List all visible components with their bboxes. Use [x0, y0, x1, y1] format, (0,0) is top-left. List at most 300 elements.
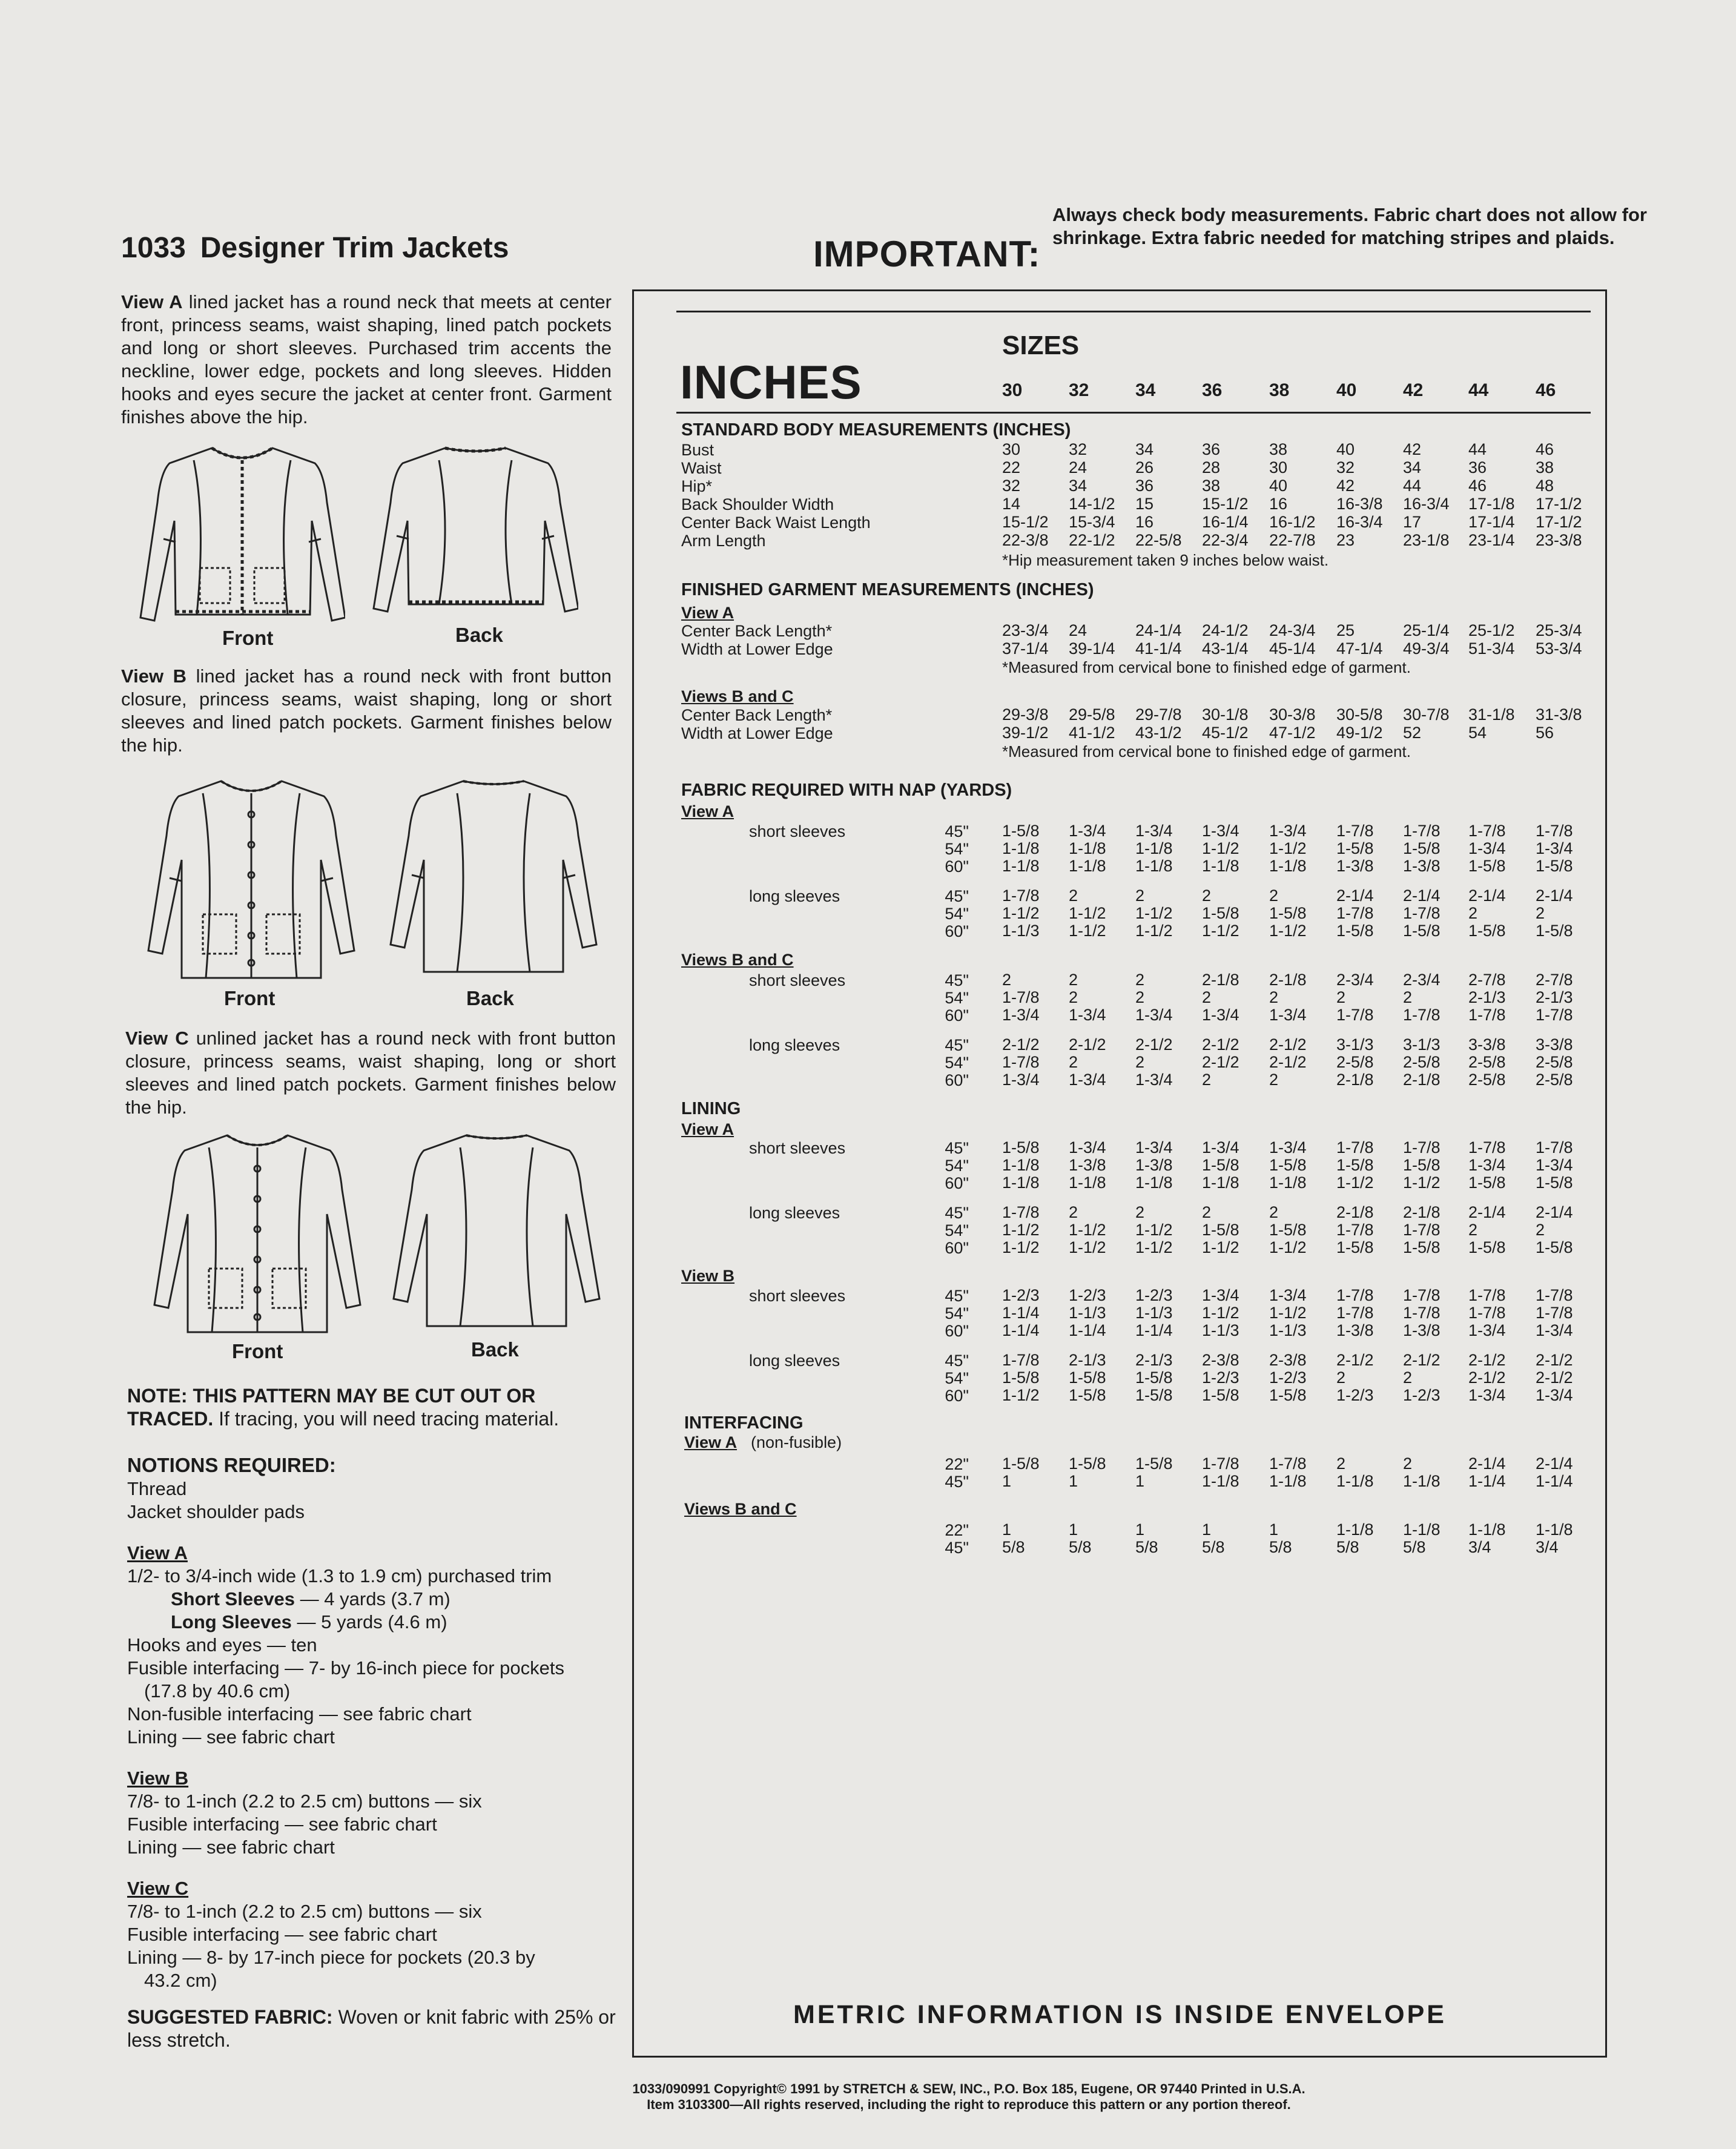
- table-cell: 23: [1336, 531, 1355, 549]
- suggested-fabric-text: Woven or knit fabric with 25% or less stretch.: [127, 2006, 616, 2051]
- table-cell: 41-1/4: [1135, 639, 1182, 658]
- table-cell: 1-5/8: [1069, 1386, 1106, 1404]
- short-sleeves-label: Short Sleeves: [171, 1588, 295, 1609]
- table-cell: 1-7/8: [1536, 1286, 1573, 1304]
- table-cell: 2: [1403, 1454, 1413, 1473]
- notions-view-c-line: Lining — 8- by 17-inch piece for pockets (20.3 by: [127, 1947, 535, 1968]
- table-cell: 1-1/8: [1269, 1472, 1307, 1490]
- table-cell: 14-1/2: [1069, 495, 1115, 513]
- table-cell: 53-3/4: [1536, 639, 1582, 658]
- view-b-back-sketch: [388, 769, 599, 981]
- table-cell: 1-7/8: [1536, 1138, 1573, 1157]
- table-cell: 29-3/8: [1002, 705, 1049, 724]
- table-cell: 1-3/4: [1002, 1006, 1040, 1024]
- row-label: Center Back Waist Length: [681, 513, 871, 532]
- suggested-fabric-label: SUGGESTED FABRIC:: [127, 2006, 333, 2028]
- table-cell: 31-1/8: [1468, 705, 1515, 724]
- footnote: *Measured from cervical bone to finished edge of garment.: [1002, 658, 1411, 676]
- table-cell: 1-7/8: [1468, 1286, 1506, 1304]
- table-cell: 1-7/8: [1002, 1351, 1040, 1369]
- table-cell: 1-7/8: [1403, 1221, 1441, 1239]
- row-label: Center Back Length*: [681, 622, 833, 640]
- fabric-width: 60": [945, 1071, 969, 1089]
- view-c-text: unlined jacket has a round neck with front button closure, princess seams, waist shaping, long or short sleeves and lined patch pockets. Garment finishes below the hip.: [125, 1028, 616, 1118]
- table-cell: 2-1/2: [1002, 1035, 1040, 1054]
- table-cell: 1-7/8: [1468, 822, 1506, 840]
- table-cell: 17-1/2: [1536, 495, 1582, 513]
- table-cell: 1-1/2: [1135, 1238, 1173, 1256]
- table-cell: 1-1/2: [1002, 904, 1040, 922]
- table-cell: 1-1/4: [1002, 1321, 1040, 1339]
- fabric-width: 45": [945, 1352, 969, 1370]
- table-cell: 1-1/2: [1069, 1238, 1106, 1256]
- table-cell: 2: [1336, 1368, 1346, 1387]
- table-cell: 16: [1135, 513, 1154, 531]
- table-cell: 42: [1403, 440, 1422, 458]
- sizes-label: SIZES: [1002, 331, 1080, 360]
- table-cell: 30-1/8: [1202, 705, 1249, 724]
- section-title: FABRIC REQUIRED WITH NAP (YARDS): [681, 781, 1012, 800]
- table-cell: 1-1/8: [1135, 857, 1173, 875]
- fabric-width: 60": [945, 922, 969, 940]
- row-label: Arm Length: [681, 532, 766, 550]
- table-cell: 2-1/2: [1536, 1351, 1573, 1369]
- table-cell: 2-5/8: [1468, 1053, 1506, 1071]
- table-cell: 36: [1135, 477, 1154, 495]
- table-cell: 1-3/4: [1135, 1006, 1173, 1024]
- table-cell: 15-1/2: [1002, 513, 1049, 531]
- table-cell: 46: [1536, 440, 1554, 458]
- table-cell: 2-1/2: [1202, 1035, 1239, 1054]
- notions-view-a-line: (17.8 by 40.6 cm): [144, 1680, 291, 1702]
- table-cell: 1-1/8: [1135, 839, 1173, 857]
- table-cell: 38: [1269, 440, 1288, 458]
- table-cell: 41-1/2: [1069, 724, 1115, 742]
- sleeve-label: long sleeves: [749, 1036, 840, 1054]
- table-cell: 32: [1336, 458, 1355, 477]
- table-cell: 1-5/8: [1403, 1156, 1441, 1174]
- table-cell: 1-7/8: [1002, 1053, 1040, 1071]
- table-cell: 2-1/2: [1269, 1053, 1307, 1071]
- table-cell: 23-1/8: [1403, 531, 1450, 549]
- table-cell: 40: [1269, 477, 1288, 495]
- table-cell: 25: [1336, 621, 1355, 639]
- table-cell: 2: [1269, 886, 1279, 905]
- table-cell: 1-3/4: [1135, 822, 1173, 840]
- table-cell: 5/8: [1002, 1538, 1025, 1556]
- table-cell: 1-2/3: [1202, 1368, 1239, 1387]
- table-cell: 1-5/8: [1269, 1386, 1307, 1404]
- table-cell: 24-1/2: [1202, 621, 1249, 639]
- table-cell: 1-5/8: [1002, 1138, 1040, 1157]
- table-cell: 2: [1202, 886, 1212, 905]
- table-cell: 2: [1269, 1071, 1279, 1089]
- table-cell: 1-3/8: [1403, 857, 1441, 875]
- notions-view-c-line: 43.2 cm): [144, 1970, 217, 1991]
- table-cell: 22-7/8: [1269, 531, 1316, 549]
- sleeve-label: short sleeves: [749, 971, 846, 989]
- table-cell: 2: [1002, 971, 1012, 989]
- table-cell: 15-1/2: [1202, 495, 1249, 513]
- table-cell: 1-1/8: [1336, 1472, 1374, 1490]
- table-cell: 2-1/2: [1135, 1035, 1173, 1054]
- size-header: 42: [1403, 380, 1424, 400]
- table-cell: 22-3/8: [1002, 531, 1049, 549]
- table-cell: 1-1/3: [1069, 1304, 1106, 1322]
- chart-rule: [676, 412, 1591, 414]
- table-cell: 1-3/4: [1468, 1321, 1506, 1339]
- table-cell: 26: [1135, 458, 1154, 477]
- table-cell: 24-1/4: [1135, 621, 1182, 639]
- table-cell: 1-3/4: [1468, 1156, 1506, 1174]
- size-header: 34: [1135, 380, 1156, 400]
- table-cell: 37-1/4: [1002, 639, 1049, 658]
- table-cell: 1-5/8: [1403, 922, 1441, 940]
- table-cell: 1-3/4: [1069, 1006, 1106, 1024]
- view-c-back-sketch: [391, 1123, 602, 1335]
- table-cell: 39-1/2: [1002, 724, 1049, 742]
- table-cell: 1-1/4: [1536, 1472, 1573, 1490]
- table-cell: 16-1/4: [1202, 513, 1249, 531]
- table-cell: 1-5/8: [1202, 1156, 1239, 1174]
- fabric-width: 45": [945, 1287, 969, 1305]
- table-cell: 5/8: [1069, 1538, 1092, 1556]
- table-cell: 38: [1536, 458, 1554, 477]
- fabric-width: 54": [945, 1157, 969, 1175]
- table-cell: 2-1/2: [1336, 1351, 1374, 1369]
- fabric-width: 54": [945, 1054, 969, 1072]
- table-cell: 39-1/4: [1069, 639, 1115, 658]
- chart-rule: [676, 311, 1591, 312]
- table-cell: 2-1/4: [1336, 886, 1374, 905]
- table-cell: 1-3/8: [1403, 1321, 1441, 1339]
- table-cell: 1-1/2: [1135, 922, 1173, 940]
- table-cell: 5/8: [1403, 1538, 1426, 1556]
- table-cell: 1-1/8: [1002, 1174, 1040, 1192]
- table-cell: 2: [1269, 988, 1279, 1006]
- table-cell: 1-5/8: [1403, 839, 1441, 857]
- view-b-description: [121, 665, 612, 757]
- table-cell: 32: [1069, 440, 1087, 458]
- table-cell: 2-1/3: [1069, 1351, 1106, 1369]
- row-label: Hip*: [681, 477, 713, 495]
- table-cell: 1-1/8: [1202, 1174, 1239, 1192]
- table-cell: 1-1/2: [1002, 1386, 1040, 1404]
- table-cell: 5/8: [1336, 1538, 1359, 1556]
- view-c-description: [125, 1027, 616, 1119]
- table-cell: 1: [1069, 1520, 1078, 1539]
- table-cell: 16-1/2: [1269, 513, 1316, 531]
- subsection-label: View A: [681, 802, 734, 820]
- table-cell: 2: [1468, 904, 1478, 922]
- subsection-label: View A: [684, 1433, 738, 1451]
- notions-view-a-label: View A: [127, 1542, 188, 1563]
- sleeve-label: long sleeves: [749, 887, 840, 905]
- table-cell: 3-3/8: [1536, 1035, 1573, 1054]
- table-cell: 1-7/8: [1336, 1304, 1374, 1322]
- table-cell: 1-1/8: [1002, 839, 1040, 857]
- table-cell: 1-3/4: [1536, 839, 1573, 857]
- table-cell: 2: [1336, 988, 1346, 1006]
- view-b-front-caption: Front: [224, 987, 276, 1009]
- table-cell: 2-1/2: [1468, 1351, 1506, 1369]
- table-cell: 2-1/4: [1536, 1454, 1573, 1473]
- table-cell: 16-3/4: [1403, 495, 1450, 513]
- table-cell: 1-1/2: [1069, 904, 1106, 922]
- table-cell: 34: [1403, 458, 1422, 477]
- pattern-number: 1033: [121, 232, 186, 264]
- table-cell: 1-5/8: [1135, 1368, 1173, 1387]
- table-cell: 2: [1269, 1203, 1279, 1221]
- sleeve-label: short sleeves: [749, 1139, 846, 1157]
- row-label: Center Back Length*: [681, 706, 833, 724]
- table-cell: 1-7/8: [1002, 886, 1040, 905]
- sleeve-label: short sleeves: [749, 822, 846, 840]
- table-cell: 2-1/8: [1403, 1203, 1441, 1221]
- table-cell: 1-1/8: [1468, 1520, 1506, 1539]
- table-cell: 1-1/3: [1202, 1321, 1239, 1339]
- table-cell: 1-3/4: [1536, 1321, 1573, 1339]
- table-cell: 25-3/4: [1536, 621, 1582, 639]
- table-cell: 30-7/8: [1403, 705, 1450, 724]
- table-cell: 30: [1269, 458, 1288, 477]
- table-cell: 1-1/8: [1002, 1156, 1040, 1174]
- table-cell: 2: [1135, 988, 1145, 1006]
- table-cell: 2-1/2: [1403, 1351, 1441, 1369]
- table-cell: 1-1/8: [1536, 1520, 1573, 1539]
- table-cell: 1-2/3: [1403, 1386, 1441, 1404]
- fabric-width: 60": [945, 1387, 969, 1405]
- table-cell: 1-1/2: [1135, 904, 1173, 922]
- fabric-width: 54": [945, 905, 969, 923]
- table-cell: 2: [1536, 1221, 1545, 1239]
- table-cell: 30: [1002, 440, 1021, 458]
- table-cell: 23-3/8: [1536, 531, 1582, 549]
- footer-line: Item 3103300—All rights reserved, including the right to reproduce this pattern or any portion thereof.: [647, 2097, 1291, 2112]
- table-cell: 2: [1202, 988, 1212, 1006]
- table-cell: 1-1/8: [1069, 1174, 1106, 1192]
- table-cell: 1-3/4: [1002, 1071, 1040, 1089]
- table-cell: 30-3/8: [1269, 705, 1316, 724]
- view-c-front-caption: Front: [232, 1340, 283, 1362]
- table-cell: 16: [1269, 495, 1288, 513]
- view-c-back-caption: Back: [471, 1338, 519, 1361]
- table-cell: 1-7/8: [1468, 1138, 1506, 1157]
- table-cell: 32: [1002, 477, 1021, 495]
- table-cell: 2: [1069, 1203, 1078, 1221]
- fabric-width: 54": [945, 840, 969, 858]
- footnote: *Measured from cervical bone to finished edge of garment.: [1002, 742, 1411, 761]
- notions-view-a-line: Hooks and eyes — ten: [127, 1634, 317, 1655]
- table-cell: 17-1/8: [1468, 495, 1515, 513]
- table-cell: 1-5/8: [1536, 922, 1573, 940]
- table-cell: 2: [1202, 1071, 1212, 1089]
- notions-view-b-line: Lining — see fabric chart: [127, 1837, 335, 1858]
- table-cell: 16-3/4: [1336, 513, 1383, 531]
- table-cell: 30-5/8: [1336, 705, 1383, 724]
- table-cell: 1: [1269, 1520, 1279, 1539]
- notions-view-b-line: 7/8- to 1-inch (2.2 to 2.5 cm) buttons — six: [127, 1791, 482, 1812]
- table-cell: 2-1/3: [1536, 988, 1573, 1006]
- subsection-label: View B: [681, 1267, 735, 1285]
- table-cell: 1-5/8: [1002, 1454, 1040, 1473]
- table-cell: 1: [1135, 1520, 1145, 1539]
- table-cell: 1: [1002, 1520, 1012, 1539]
- table-cell: 38: [1202, 477, 1221, 495]
- table-cell: 2: [1069, 886, 1078, 905]
- size-header: 38: [1269, 380, 1290, 400]
- table-cell: 1-7/8: [1536, 1304, 1573, 1322]
- long-sleeves-value: — 5 yards (4.6 m): [297, 1611, 447, 1632]
- table-cell: 1-1/8: [1135, 1174, 1173, 1192]
- subsection-label: Views B and C: [681, 687, 794, 705]
- fabric-width: 60": [945, 1006, 969, 1025]
- table-cell: 1: [1069, 1472, 1078, 1490]
- fabric-width: 22": [945, 1455, 969, 1473]
- table-cell: 1-1/8: [1202, 857, 1239, 875]
- table-cell: 1-5/8: [1269, 904, 1307, 922]
- metric-info: METRIC INFORMATION IS INSIDE ENVELOPE: [793, 2000, 1447, 2029]
- subsection-label: Views B and C: [684, 1500, 797, 1518]
- table-cell: 1-5/8: [1403, 1238, 1441, 1256]
- table-cell: 1-7/8: [1336, 1286, 1374, 1304]
- table-cell: 2: [1069, 988, 1078, 1006]
- table-cell: 2-5/8: [1536, 1053, 1573, 1071]
- table-cell: 1-3/4: [1202, 1006, 1239, 1024]
- view-a-description: [121, 291, 612, 429]
- table-cell: 2-1/3: [1468, 988, 1506, 1006]
- view-a-front-sketch: [139, 436, 345, 630]
- table-cell: 2-5/8: [1468, 1071, 1506, 1089]
- table-cell: 1-5/8: [1135, 1386, 1173, 1404]
- row-label: Waist: [681, 459, 722, 477]
- table-cell: 3/4: [1536, 1538, 1559, 1556]
- table-cell: 5/8: [1135, 1538, 1158, 1556]
- table-cell: 2-1/2: [1202, 1053, 1239, 1071]
- table-cell: 1-7/8: [1002, 988, 1040, 1006]
- table-cell: 1-1/2: [1135, 1221, 1173, 1239]
- table-cell: 1-1/2: [1336, 1174, 1374, 1192]
- table-cell: 1-7/8: [1336, 1006, 1374, 1024]
- pattern-name: Designer Trim Jackets: [200, 232, 509, 264]
- view-c-front-sketch: [151, 1123, 363, 1341]
- table-cell: 1-7/8: [1269, 1454, 1307, 1473]
- section-title: STANDARD BODY MEASUREMENTS (INCHES): [681, 420, 1071, 440]
- table-cell: 5/8: [1269, 1538, 1292, 1556]
- notions-section: [127, 1453, 636, 2052]
- table-cell: 1-3/4: [1468, 839, 1506, 857]
- table-cell: 47-1/2: [1269, 724, 1316, 742]
- size-header: 32: [1069, 380, 1089, 400]
- table-cell: 1-5/8: [1336, 1156, 1374, 1174]
- table-cell: 1-7/8: [1202, 1454, 1239, 1473]
- table-cell: 2: [1403, 1368, 1413, 1387]
- fabric-width: 54": [945, 1221, 969, 1240]
- view-b-text: lined jacket has a round neck with front button closure, princess seams, waist shaping, long or short sleeves and lined patch pockets. Garment finishes below the hip.: [121, 665, 612, 756]
- table-cell: 1: [1135, 1472, 1145, 1490]
- table-cell: 28: [1202, 458, 1221, 477]
- fabric-width: 22": [945, 1521, 969, 1539]
- pattern-title: [121, 231, 509, 265]
- view-a-text: lined jacket has a round neck that meets at center front, princess seams, waist shaping, lined patch pockets and long or short sleeves. Purchased trim accents the neckline, lower edge, pockets and long sleeves. Hidden hooks and eyes secure the jacket at center front. Garment finishes above the hip.: [121, 291, 612, 427]
- table-cell: 1-7/8: [1403, 1286, 1441, 1304]
- table-cell: 34: [1069, 477, 1087, 495]
- fabric-width: 54": [945, 1369, 969, 1387]
- table-cell: 1-3/4: [1536, 1386, 1573, 1404]
- table-cell: 1-5/8: [1336, 922, 1374, 940]
- table-cell: 2: [1403, 988, 1413, 1006]
- table-cell: 2-5/8: [1403, 1053, 1441, 1071]
- table-cell: 2-1/4: [1468, 1203, 1506, 1221]
- table-cell: 49-1/2: [1336, 724, 1383, 742]
- size-header: 40: [1336, 380, 1357, 400]
- table-cell: 1-5/8: [1336, 1238, 1374, 1256]
- table-cell: 1-7/8: [1336, 1221, 1374, 1239]
- table-cell: 17-1/2: [1536, 513, 1582, 531]
- table-cell: 1-5/8: [1336, 839, 1374, 857]
- size-header: 30: [1002, 380, 1023, 400]
- table-cell: 1-1/4: [1002, 1304, 1040, 1322]
- table-cell: 2-7/8: [1536, 971, 1573, 989]
- table-cell: 1-5/8: [1002, 1368, 1040, 1387]
- table-cell: 1-3/4: [1069, 822, 1106, 840]
- qualifier-label: (non-fusible): [751, 1433, 842, 1451]
- table-cell: 2-1/2: [1269, 1035, 1307, 1054]
- short-sleeves-value: — 4 yards (3.7 m): [300, 1588, 451, 1609]
- table-cell: 1-1/8: [1002, 857, 1040, 875]
- subsection-label: Views B and C: [681, 951, 794, 969]
- table-cell: 1-1/8: [1069, 857, 1106, 875]
- table-cell: 23-1/4: [1468, 531, 1515, 549]
- table-cell: 49-3/4: [1403, 639, 1450, 658]
- table-cell: 54: [1468, 724, 1487, 742]
- size-header: 46: [1536, 380, 1556, 400]
- table-cell: 2-1/8: [1403, 1071, 1441, 1089]
- table-cell: 24: [1069, 621, 1087, 639]
- table-cell: 1-1/2: [1202, 1238, 1239, 1256]
- view-b-back-caption: Back: [466, 987, 514, 1009]
- table-cell: 22-5/8: [1135, 531, 1182, 549]
- table-cell: 1-5/8: [1002, 822, 1040, 840]
- table-cell: 44: [1468, 440, 1487, 458]
- table-cell: 1-7/8: [1536, 822, 1573, 840]
- table-cell: 46: [1468, 477, 1487, 495]
- table-cell: 1-7/8: [1336, 822, 1374, 840]
- table-cell: 1-1/2: [1202, 1304, 1239, 1322]
- table-cell: 1-1/8: [1202, 1472, 1239, 1490]
- table-cell: 1-7/8: [1336, 1138, 1374, 1157]
- table-cell: 1: [1202, 1520, 1212, 1539]
- sleeve-label: long sleeves: [749, 1352, 840, 1370]
- table-cell: 2: [1202, 1203, 1212, 1221]
- view-a-front-caption: Front: [222, 627, 274, 649]
- table-cell: 1-5/8: [1202, 1221, 1239, 1239]
- table-cell: 1-2/3: [1069, 1286, 1106, 1304]
- table-cell: 1-7/8: [1336, 904, 1374, 922]
- table-cell: 15: [1135, 495, 1154, 513]
- table-cell: 1-7/8: [1002, 1203, 1040, 1221]
- note-bold: NOTE: THIS PATTERN MAY BE CUT OUT OR TRACED.: [127, 1385, 536, 1430]
- row-label: Width at Lower Edge: [681, 724, 833, 742]
- table-cell: 1-3/4: [1069, 1071, 1106, 1089]
- important-label: IMPORTANT:: [813, 234, 1041, 274]
- table-cell: 1-1/2: [1002, 1238, 1040, 1256]
- table-cell: 1-1/8: [1269, 857, 1307, 875]
- table-cell: 2-1/2: [1069, 1035, 1106, 1054]
- notions-title: NOTIONS REQUIRED:: [127, 1454, 336, 1476]
- table-cell: 3-3/8: [1468, 1035, 1506, 1054]
- table-cell: 2-1/4: [1468, 1454, 1506, 1473]
